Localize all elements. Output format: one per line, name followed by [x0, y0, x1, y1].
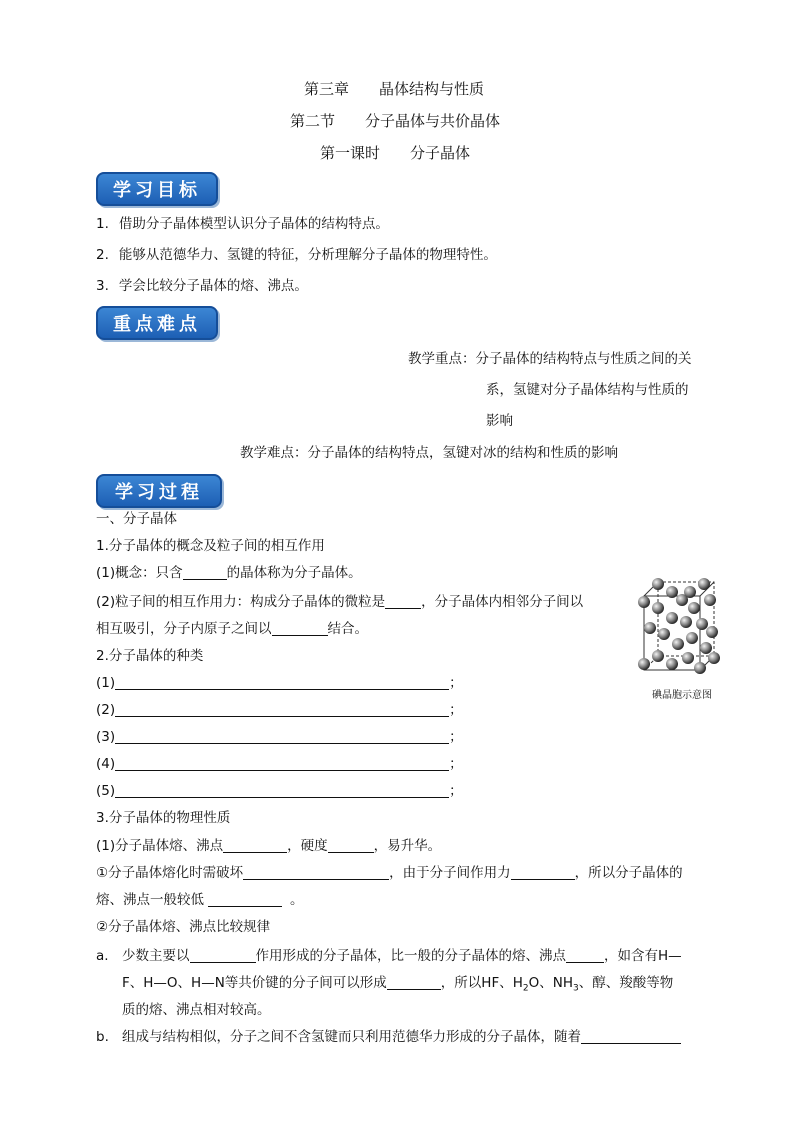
text: 作用形成的分子晶体，比一般的分子晶体的熔、沸点	[255, 948, 566, 964]
melting-line-2	[96, 890, 304, 910]
text: ，如含有H—	[604, 948, 682, 964]
rule-a-label: a.	[96, 948, 109, 964]
section-title: 第二节 分子晶体与共价晶体	[290, 112, 501, 130]
text: ，易升华。	[373, 838, 442, 854]
melting-line-1	[96, 863, 683, 883]
answer-blank[interactable]	[272, 621, 328, 636]
answer-blank[interactable]	[183, 565, 227, 580]
kind-number: (3)	[96, 729, 116, 745]
kind-number: (1)	[96, 675, 116, 691]
iodine-unit-cell-figure	[632, 572, 724, 684]
objective-item	[96, 276, 308, 296]
interaction-line-1	[96, 592, 583, 612]
kind-row	[96, 700, 463, 720]
answer-blank[interactable]	[243, 865, 389, 880]
semicolon: ；	[449, 756, 463, 772]
answer-blank[interactable]	[190, 948, 256, 963]
objective-text: 能够从范德华力、氢键的特征，分析理解分子晶体的物理特性。	[118, 247, 497, 263]
text: (1)概念：只含	[96, 565, 183, 581]
semicolon: ；	[449, 675, 463, 691]
text: F、H—O、H—N等共价键的分子间可以形成	[122, 975, 387, 991]
subheading-concept: 1.分子晶体的概念及粒子间的相互作用	[96, 538, 325, 554]
subscript: 3	[573, 983, 579, 994]
answer-blank[interactable]	[115, 675, 449, 690]
answer-blank[interactable]	[208, 892, 282, 907]
text: ，硬度	[287, 838, 328, 854]
concept-line	[96, 563, 362, 583]
text: O、NH	[528, 975, 573, 991]
focus-line-1	[408, 349, 692, 369]
rule-a-line-2	[122, 973, 673, 999]
chapter-title: 第三章 晶体结构与性质	[304, 80, 485, 98]
rule-a-line-1	[122, 946, 682, 966]
kind-row	[96, 727, 463, 747]
kind-row	[96, 781, 463, 801]
objective-number: 1.	[96, 216, 109, 232]
semicolon: ；	[449, 783, 463, 799]
figure-caption: 碘晶胞示意图	[652, 690, 712, 701]
text: 熔、沸点一般较低	[96, 892, 204, 908]
answer-blank[interactable]	[387, 975, 441, 990]
rule-b-line-1	[122, 1027, 681, 1047]
answer-blank[interactable]	[115, 756, 449, 771]
text: ，由于分子间作用力	[389, 865, 511, 881]
focus-line-2: 系，氢键对分子晶体结构与性质的	[486, 382, 689, 398]
text: 组成与结构相似，分子之间不含氢键而只利用范德华力形成的分子晶体，随着	[122, 1029, 581, 1045]
objective-item	[96, 214, 389, 234]
difficulty-line: 教学难点：分子晶体的结构特点，氢键对冰的结构和性质的影响	[240, 445, 618, 461]
lesson-title: 第一课时 分子晶体	[320, 144, 471, 162]
subheading-properties: 3.分子晶体的物理性质	[96, 810, 231, 826]
banner-process: 学习过程	[96, 474, 222, 508]
text: 相互吸引，分子内原子之间以	[96, 621, 272, 637]
text: (1)分子晶体熔、沸点	[96, 838, 224, 854]
heading-molecular-crystal: 一、分子晶体	[96, 511, 177, 527]
text: (2)粒子间的相互作用力：构成分子晶体的微粒是	[96, 594, 386, 610]
interaction-line-2	[96, 619, 368, 639]
rule-heading: ②分子晶体熔、沸点比较规律	[96, 919, 271, 935]
answer-blank[interactable]	[115, 702, 449, 717]
banner-objectives: 学习目标	[96, 172, 218, 206]
kind-number: (4)	[96, 756, 116, 772]
answer-blank[interactable]	[328, 838, 374, 853]
kind-row	[96, 754, 463, 774]
subscript: 2	[522, 983, 529, 994]
text: ，分子晶体内相邻分子间以	[421, 594, 584, 610]
answer-blank[interactable]	[566, 948, 604, 963]
text: 、醇、羧酸等物	[578, 975, 674, 991]
semicolon: ；	[449, 702, 463, 718]
rule-b-label: b.	[96, 1029, 109, 1045]
focus-label: 教学重点：	[408, 351, 476, 367]
answer-blank[interactable]	[115, 783, 449, 798]
subheading-kinds: 2.分子晶体的种类	[96, 648, 204, 664]
kind-number: (5)	[96, 783, 116, 799]
answer-blank[interactable]	[511, 865, 575, 880]
text: 结合。	[327, 621, 368, 637]
iodine-atoms	[638, 578, 720, 674]
objective-number: 2.	[96, 247, 109, 263]
objective-text: 学会比较分子晶体的熔、沸点。	[118, 278, 308, 294]
objective-text: 借助分子晶体模型认识分子晶体的结构特点。	[118, 216, 389, 232]
text: ，所以分子晶体的	[574, 865, 683, 881]
text: ①分子晶体熔化时需破坏	[96, 865, 244, 881]
objective-item	[96, 245, 497, 265]
text: 。	[290, 892, 304, 908]
rule-a-line-3: 质的熔、沸点相对较高。	[122, 1002, 271, 1018]
answer-blank[interactable]	[385, 594, 421, 609]
banner-key-points: 重点难点	[96, 306, 218, 340]
property-line	[96, 836, 441, 856]
kind-number: (2)	[96, 702, 116, 718]
text: 的晶体称为分子晶体。	[226, 565, 362, 581]
answer-blank[interactable]	[223, 838, 287, 853]
answer-blank[interactable]	[115, 729, 449, 744]
objective-number: 3.	[96, 278, 109, 294]
text: ，所以HF、H	[440, 975, 523, 991]
text: 少数主要以	[122, 948, 190, 964]
kind-row	[96, 673, 463, 693]
answer-blank[interactable]	[581, 1029, 681, 1044]
focus-text: 分子晶体的结构特点与性质之间的关	[475, 351, 692, 367]
semicolon: ；	[449, 729, 463, 745]
focus-line-3: 影响	[486, 413, 513, 429]
